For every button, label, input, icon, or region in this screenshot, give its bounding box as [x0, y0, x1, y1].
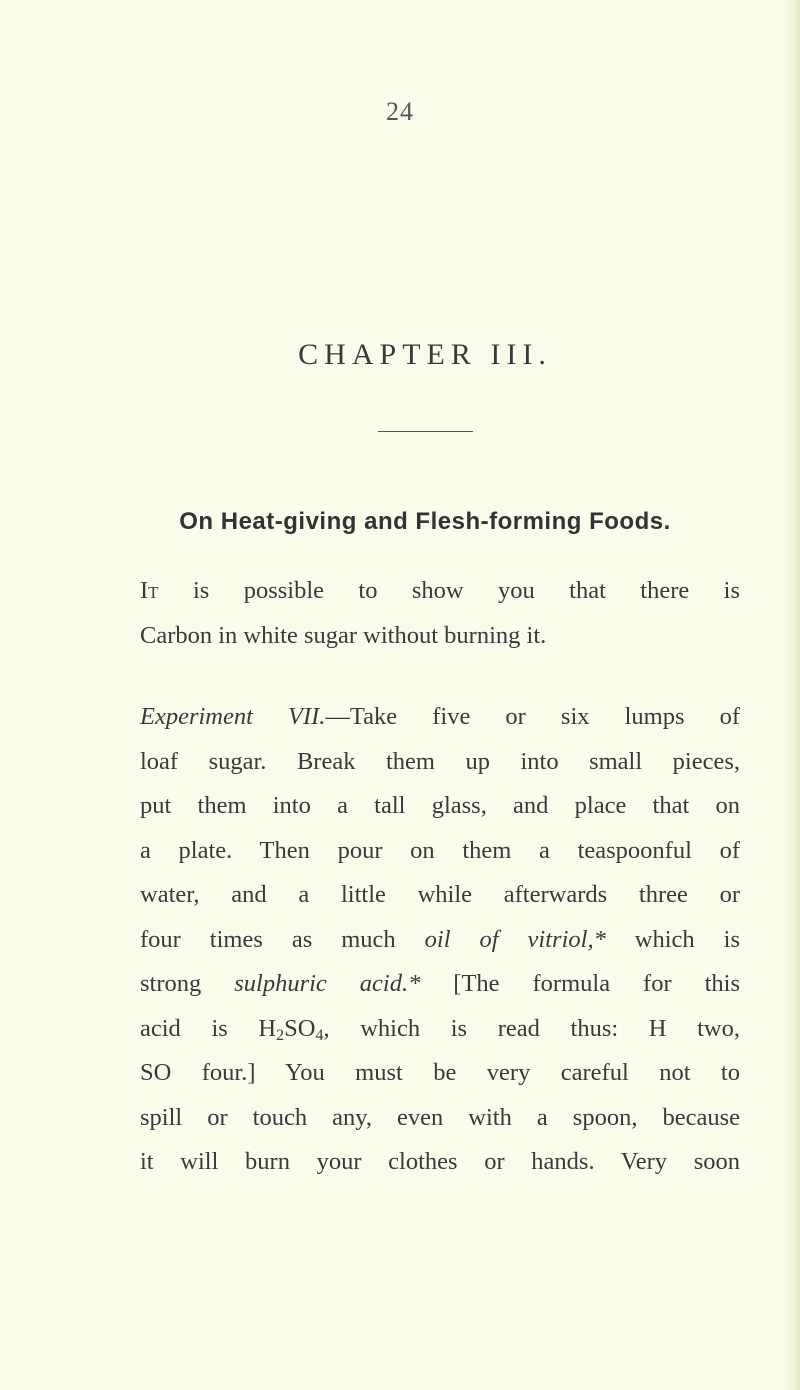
formula-subscript: 4 [315, 1026, 324, 1044]
italic-term-sulphuric-acid: sulphuric acid.* [234, 970, 421, 997]
paragraph-2-line-5: water, and a little while afterwards three or [140, 881, 740, 908]
text-run: [The formula for this [420, 970, 740, 997]
paragraph-2-line-8 [140, 1007, 740, 1052]
text-run: which is [605, 925, 741, 953]
paragraph-2-line-10: spill or touch any, even with a spoon, because [140, 1103, 740, 1131]
paragraph-2-line-9: SO four.] You must be very careful not to [140, 1059, 740, 1086]
text-run: , which is read thus: H two, [323, 1014, 740, 1042]
paragraph-2-line-11: it will burn your clothes or hands. Very soon [140, 1148, 740, 1175]
page-number: 24 [386, 97, 414, 126]
paragraph-2-line-3: put them into a tall glass, and place that on [140, 792, 740, 819]
text-run: strong [140, 970, 235, 997]
chapter-title: CHAPTER III. [298, 338, 552, 371]
text-run: acid is H [140, 1014, 277, 1042]
paragraph-2-line-4: a plate. Then pour on them a teaspoonful of [140, 836, 740, 864]
paragraph-1-line-2: Carbon in white sugar without burning it. [140, 621, 547, 649]
text-run: four times as much [140, 925, 425, 953]
section-title: On Heat-giving and Flesh-forming Foods. [179, 508, 671, 535]
paragraph-2-line-1 [140, 695, 740, 740]
paragraph-2-line-6 [140, 918, 740, 963]
italic-term-oil-of-vitriol: oil of vitriol,* [424, 925, 606, 953]
body-text [140, 569, 740, 1185]
text-run: —Take five or six lumps of [325, 703, 740, 730]
paragraph-lead-word: It [140, 577, 159, 604]
section-divider [378, 431, 473, 432]
experiment-label: Experiment VII. [140, 703, 326, 730]
text-run: SO [284, 1014, 316, 1042]
page-edge-shadow [786, 0, 800, 1390]
formula-subscript: 2 [276, 1026, 285, 1044]
paragraph-2-line-7 [140, 962, 740, 1007]
paragraph-1-line-1 [140, 569, 740, 614]
paragraph-2-line-2: loaf sugar. Break them up into small pieces, [140, 747, 740, 775]
text-run: is possible to show you that there is [158, 577, 740, 604]
